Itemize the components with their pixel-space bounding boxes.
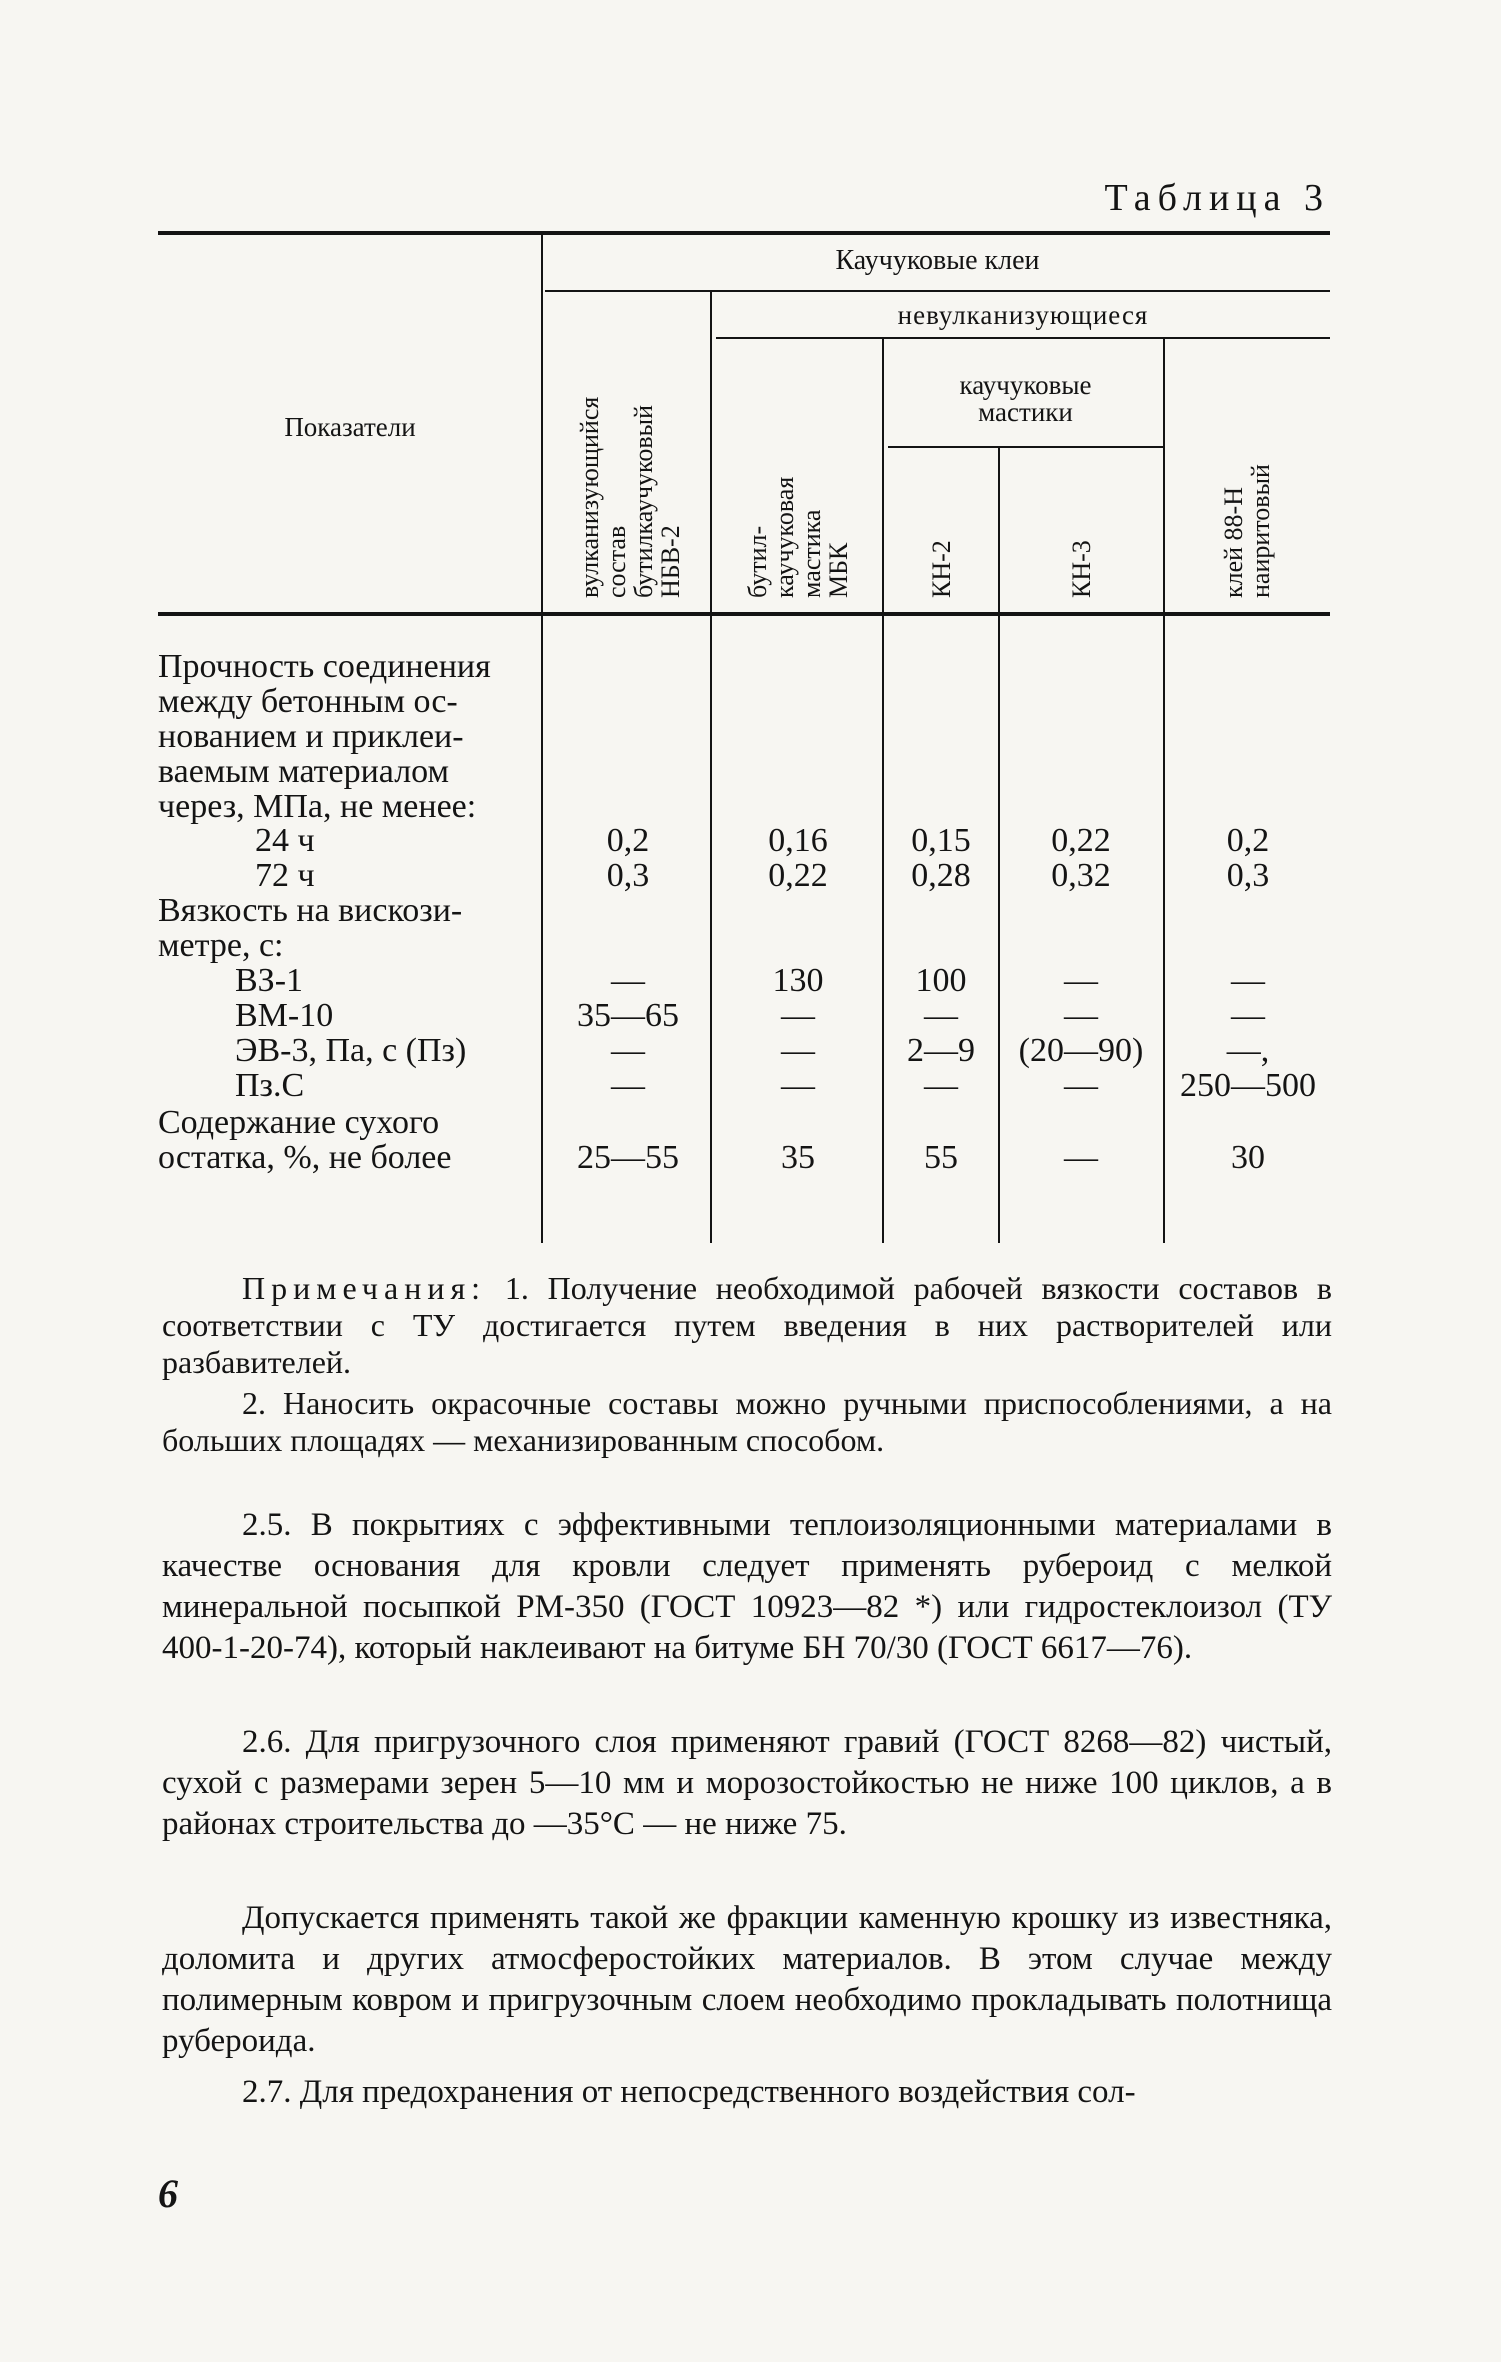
cell-value: (20—90) [1018,1032,1144,1069]
cell-value: — [1231,962,1265,999]
cell-value: 30 [1231,1139,1265,1176]
header-indicators: Показатели [284,412,416,442]
col-divider-1 [541,233,543,1243]
notes-label: Примечания: [242,1270,487,1306]
row-label: 72 ч [255,857,315,894]
cell-value: 55 [924,1139,958,1176]
cell-value: 0,2 [1226,822,1270,859]
row-label: ваемым материалом [158,753,450,790]
row-label: нованием и приклеи- [158,718,464,755]
cell-value: 130 [772,962,824,999]
row-label: 24 ч [255,822,315,859]
cell-value: 0,32 [1051,857,1111,894]
note-1 [162,1270,1332,1381]
page-number: 6 [158,2171,178,2216]
cell-value: — [611,1032,645,1069]
rubber-header-rule [545,290,1330,292]
cell-value: — [781,1032,815,1069]
cell-value: 0,3 [1226,857,1270,894]
cell-value: — [611,962,645,999]
cell-value: — [1064,1067,1098,1104]
row-label: Прочность соединения [158,648,491,685]
row-label: между бетонным ос- [158,683,458,720]
col-header-88n: клей 88-Н наиритовый [1219,464,1275,598]
cell-value: — [1064,997,1098,1034]
row-label: ЭВ-3, Па, с (Пз) [235,1032,467,1069]
row-label: через, МПа, не менее: [158,788,477,825]
cell-value: 35 [781,1139,815,1176]
cell-value: 0,22 [1051,822,1111,859]
row-label: Пз.С [235,1067,305,1104]
cell-value: 0,15 [911,822,971,859]
cell-value: — [781,997,815,1034]
col-divider-2 [710,292,712,1243]
note-1-text: 1. Получение необходимой рабочей вязкости составов в соответствии с ТУ достигается путем введения в них растворителей или разбавителей. [162,1270,1332,1380]
cell-value: 0,22 [768,857,828,894]
cell-value: —, [1226,1032,1270,1069]
header-non-vulcanizing: невулканизующиеся [897,300,1149,330]
row-label: остатка, %, не более [158,1139,452,1176]
cell-value: — [781,1067,815,1104]
paragraph-2-5: 2.5. В покрытиях с эффективными теплоизоляционными материалами в качестве основания для кровли следует применять рубероид с мелкой минеральной посыпкой РМ-350 (ГОСТ 10923—82 *) или гидростеклоизол (ТУ 400-1-20-74), который наклеивают на битуме БН 70/30 (ГОСТ 6617—76). [162,1507,1332,1666]
col-divider-3 [882,339,884,1243]
nonvulc-header-rule [716,337,1330,339]
cell-value: 0,28 [911,857,971,894]
header-bottom-rule [158,612,1330,616]
cell-value: — [611,1067,645,1104]
paragraph-2-6: 2.6. Для пригрузочного слоя применяют гравий (ГОСТ 8268—82) чистый, сухой с размерами зерен 5—10 мм и морозостойкостью не ниже 100 циклов, а в районах строительства до —35°С — не ниже 75. [162,1724,1332,1842]
col-header-kn3: КН-3 [1067,540,1096,598]
cell-value: 250—500 [1180,1067,1316,1104]
cell-value: 35—65 [577,997,679,1034]
cell-value: — [924,997,958,1034]
cell-value: 2—9 [907,1032,975,1069]
cell-value: 0,3 [606,857,650,894]
row-label: Содержание сухого [158,1104,440,1141]
header-rubber-adhesives: Каучуковые клеи [835,245,1040,276]
cell-value: 100 [915,962,967,999]
table-notes [162,1270,1332,1459]
paragraph-2-7: 2.7. Для предохранения от непосредственного воздействия сол- [242,2074,1136,2110]
cell-value: — [1064,962,1098,999]
cell-value: 0,16 [768,822,828,859]
row-label: ВМ-10 [235,997,334,1034]
col-header-mbk: бутил- каучуковая мастика МБК [743,476,853,598]
row-label: ВЗ-1 [235,962,304,999]
col-header-kn2: КН-2 [927,540,956,598]
cell-value: 0,2 [606,822,650,859]
row-label: Вязкость на вискози- [158,892,463,929]
header-rubber-mastics: каучуковые мастики [959,370,1092,427]
cell-value: — [1064,1139,1098,1176]
cell-value: — [924,1067,958,1104]
col-header-nbv2: вулканизующийся состав бутилкаучуковый НБВ-2 [575,396,685,598]
table-caption: Таблица 3 [1104,177,1330,219]
col-divider-5 [1163,339,1165,1243]
col-divider-4 [998,448,1000,1243]
mastics-header-rule [888,446,1163,448]
note-2: 2. Наносить окрасочные составы можно ручными приспособлениями, а на больших площадях — механизированным способом. [162,1385,1332,1458]
cell-value: 25—55 [577,1139,679,1176]
paragraph-allowed: Допускается применять такой же фракции каменную крошку из известняка, доломита и других атмосферостойких материалов. В этом случае между полимерным ковром и пригрузочным слоем необходимо прокладывать полотнища рубероида. [162,1900,1332,2059]
table-top-rule [158,231,1330,235]
row-label: метре, с: [158,927,284,964]
cell-value: — [1231,997,1265,1034]
